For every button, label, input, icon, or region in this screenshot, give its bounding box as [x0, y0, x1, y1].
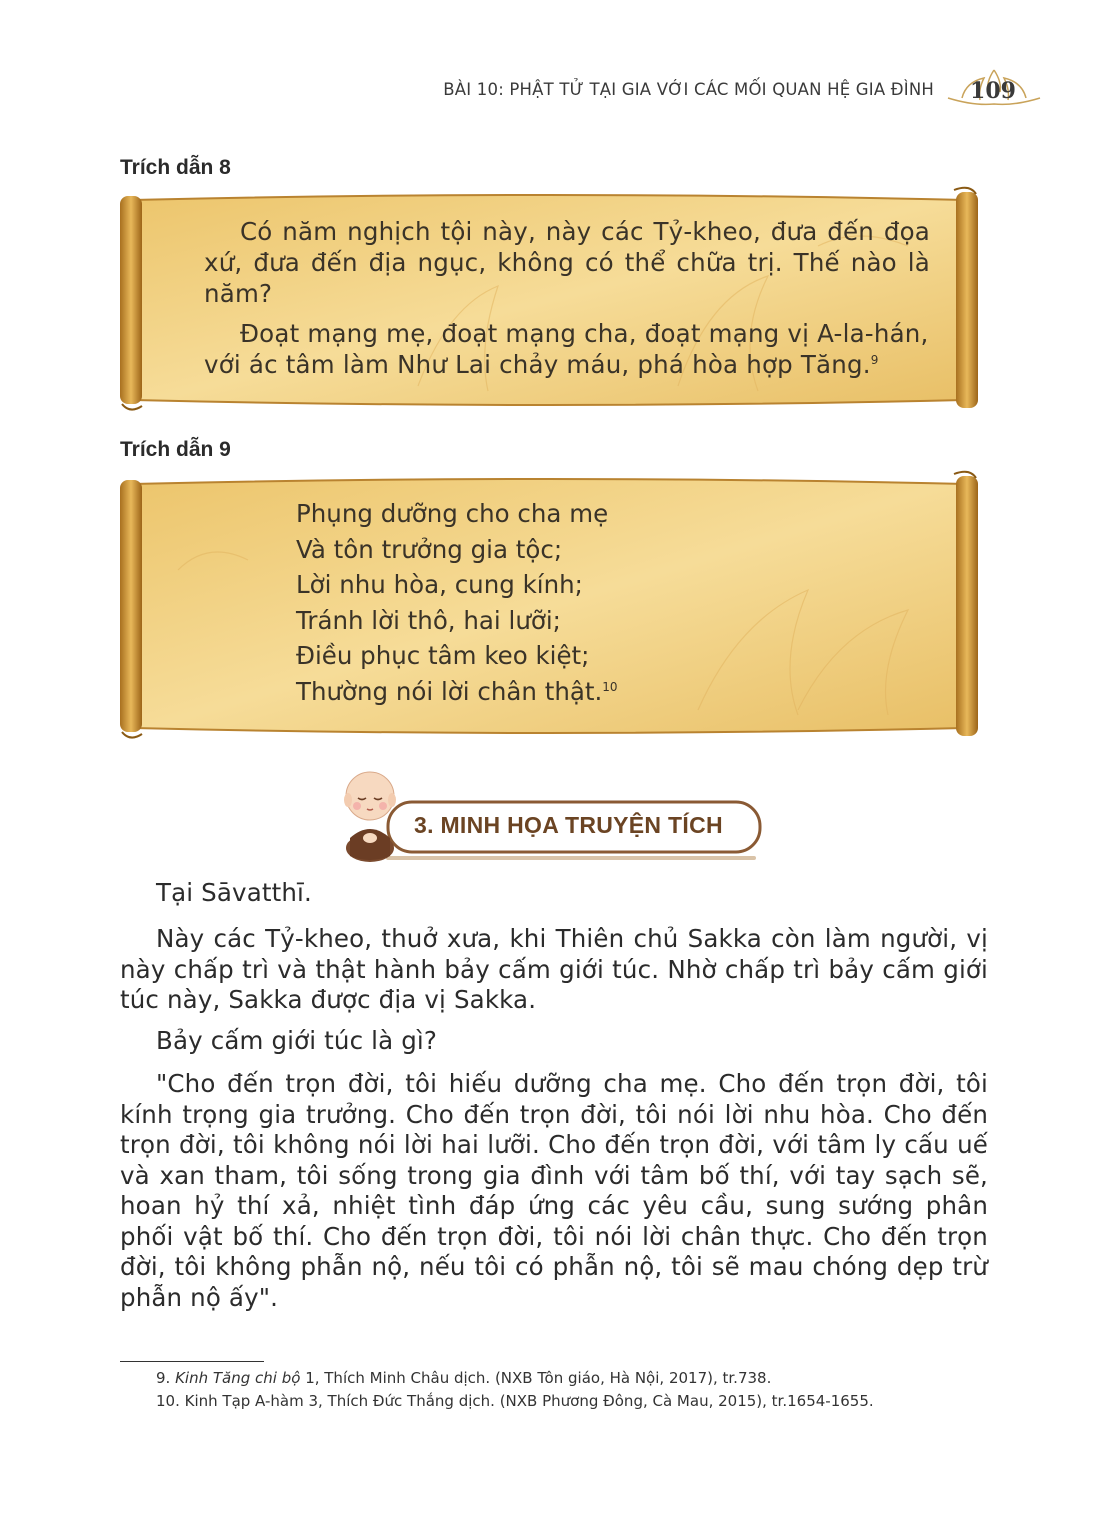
- story-paragraph-4: "Cho đến trọn đời, tôi hiếu dưỡng cha mẹ. Cho đến trọn đời, tôi kính trọng gia trưởng. Cho đến trọn đời, tôi nói lời nhu hòa. Cho đến trọn đời, tôi không nói lời hai lưỡi. Cho đến trọn đời, với tâm ly cấu uế và xan tham, tôi sống trong gia đình với tâm bố thí, với tay sạch sẽ, hoan hỷ thí xả, nhiệt tình đáp ứng các yêu cầu, sung sướng phân phối vật bố thí. Cho đến trọn đời, tôi nói lời chân thực. Cho đến trọn đời, tôi không phẫn nộ, nếu tôi có phẫn nộ, tôi sẽ mau chóng dẹp trừ phẫn nộ ấy".: [120, 1069, 988, 1312]
- footnote-9: 9. Kinh Tăng chi bộ 1, Thích Minh Châu dịch. (NXB Tôn giáo, Hà Nội, 2017), tr.738.: [156, 1369, 772, 1387]
- quote-9-verse: [296, 496, 618, 709]
- quote-8-text: [204, 216, 930, 380]
- story-paragraph-2: Này các Tỷ-kheo, thuở xưa, khi Thiên chủ Sakka còn làm người, vị này chấp trì và thật hành bảy cấm giới túc. Nhờ chấp trì bảy cấm giới túc này, Sakka được địa vị Sakka.: [120, 924, 988, 1014]
- verse-line: Phụng dưỡng cho cha mẹ: [296, 499, 609, 528]
- verse-line: Lời nhu hòa, cung kính;: [296, 570, 583, 599]
- story-paragraph-3: Bảy cấm giới túc là gì?: [156, 1026, 438, 1055]
- footnote-9-title: Kinh Tăng chi bộ: [175, 1369, 301, 1387]
- verse-line: Tránh lời thô, hai lưỡi;: [296, 605, 561, 635]
- quote-9-title: Trích dẫn 9: [120, 438, 231, 461]
- verse-line: Và tôn trưởng gia tộc;: [296, 534, 563, 564]
- verse-line: Điều phục tâm keo kiệt;: [296, 641, 590, 670]
- story-paragraph-1: Tại Sāvatthī.: [156, 878, 312, 907]
- footnote-divider: [120, 1361, 264, 1362]
- footnote-ref-10: 10: [602, 679, 618, 694]
- verse-line: Thường nói lời chân thật.$^{10}$: [296, 676, 618, 706]
- footnote-ref-9: 9: [870, 352, 879, 367]
- section-title: 3. MINH HỌA TRUYỆN TÍCH: [414, 812, 723, 838]
- chapter-header: BÀI 10: PHẬT TỬ TẠI GIA VỚI CÁC MỐI QUAN HỆ GIA ĐÌNH: [443, 80, 934, 99]
- quote-8-paragraph-1: Có năm nghịch tội này, này các Tỷ-kheo, đưa đến đọa xứ, đưa đến địa ngục, không có thể chữa trị. Thế nào là năm?: [204, 217, 930, 308]
- quote-8-title: Trích dẫn 8: [120, 156, 231, 179]
- quote-8-paragraph-2: Đoạt mạng mẹ, đoạt mạng cha, đoạt mạng vị A-la-hán, với ác tâm làm Như Lai chảy máu, phá hòa hợp Tăng.$^9$: [204, 319, 929, 379]
- footnote-10: 10. Kinh Tạp A-hàm 3, Thích Đức Thắng dịch. (NXB Phương Đông, Cà Mau, 2015), tr.1654-1655.: [156, 1392, 874, 1410]
- page-number: 109: [970, 78, 1016, 104]
